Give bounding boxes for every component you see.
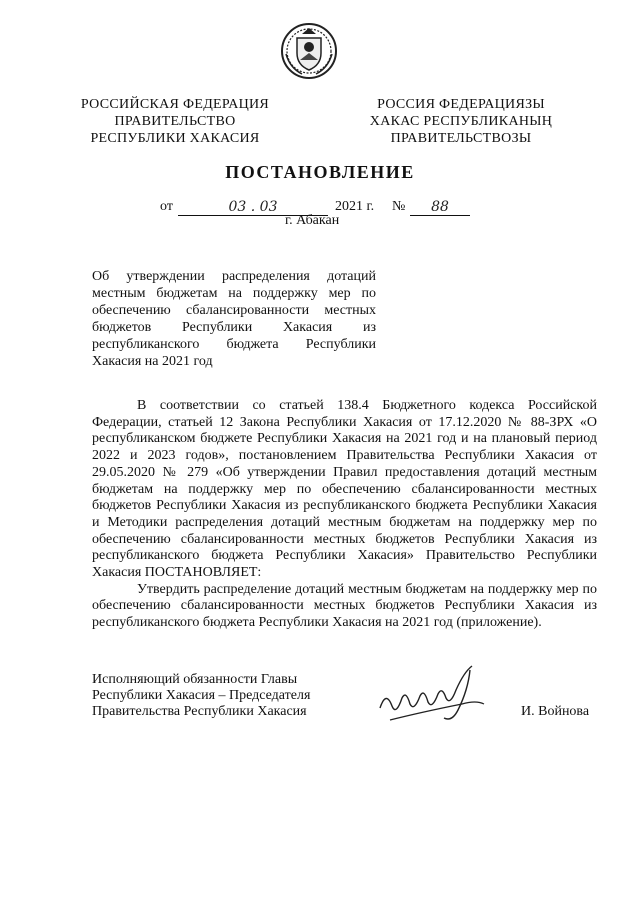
header-left-line: РОССИЙСКАЯ ФЕДЕРАЦИЯ — [80, 97, 270, 112]
signatory-name: И. Войнова — [521, 704, 590, 719]
city-label: г. Абакан — [285, 213, 340, 228]
document-title: ПОСТАНОВЛЕНИЕ — [225, 162, 415, 182]
header-right-line: ПРАВИТЕЛЬСТВОЗЫ — [390, 131, 532, 146]
signatory-position — [92, 672, 310, 720]
header-left-block — [70, 96, 280, 147]
header-right-block — [356, 96, 566, 147]
coat-of-arms-icon — [280, 22, 338, 80]
handwritten-signature-icon — [372, 660, 492, 730]
subject-line: Хакасия на 2021 год — [92, 354, 213, 369]
number-label: № — [392, 199, 406, 214]
date-handwritten: 03 . 03 — [178, 199, 328, 216]
year-label: 2021 г. — [335, 199, 375, 214]
header-left-line: РЕСПУБЛИКИ ХАКАСИЯ — [90, 131, 260, 146]
subject-line: обеспечению сбалансированности местных — [92, 303, 376, 318]
subject-line: местным бюджетам на поддержку мер по — [92, 286, 376, 301]
signatory-position-line: Республики Хакасия – Председателя — [92, 688, 311, 703]
signatory-position-line: Исполняющий обязанности Главы — [92, 672, 298, 687]
header-right-line: РОССИЯ ФЕДЕРАЦИЯЗЫ — [377, 97, 545, 112]
body-paragraph: В соответствии со статьей 138.4 Бюджетного кодекса Российской Федерации, статьей 12 Закона Республики Хакасия от 17.12.2020 № 88-ЗРХ «О республиканском бюджете Республики Хакасия на 2021 год и на плановый период 2022 и 2023 годов», постановлением Правительства Республики Хакасия от 29.05.2020 № 279 «Об утверждении Правил предоставления дотаций местным бюджетам на поддержку мер по обеспечению сбалансированности местных бюджетов Республики Хакасия из республиканского бюджета Республики Хакасия и Методики распределения дотаций местным бюджетам на поддержку мер по обеспечению сбалансированности местных бюджетов Республики Хакасия из республиканского бюджета Республики Хакасия» Правительство Республики Хакасия ПОСТАНОВЛЯЕТ: — [92, 398, 597, 581]
subject-line: республиканского бюджета Республики — [92, 337, 376, 352]
signatory-position-line: Правительства Республики Хакасия — [92, 704, 307, 719]
number-handwritten: 88 — [410, 199, 470, 216]
subject-line: бюджетов Республики Хакасия из — [92, 320, 376, 335]
body-paragraph: Утвердить распределение дотаций местным бюджетам на поддержку мер по обеспечению сбалансированности местных бюджетов Республики Хакасия из республиканского бюджета Республики Хакасия на 2021 год (приложение). — [92, 581, 597, 631]
document-body — [92, 398, 597, 632]
subject-line: Об утверждении распределения дотаций — [92, 269, 376, 284]
header-left-line: ПРАВИТЕЛЬСТВО — [114, 114, 236, 129]
document-subject — [92, 268, 376, 370]
from-label: от — [160, 199, 173, 214]
header-right-line: ХАКАС РЕСПУБЛИКАНЫҢ — [369, 114, 553, 129]
